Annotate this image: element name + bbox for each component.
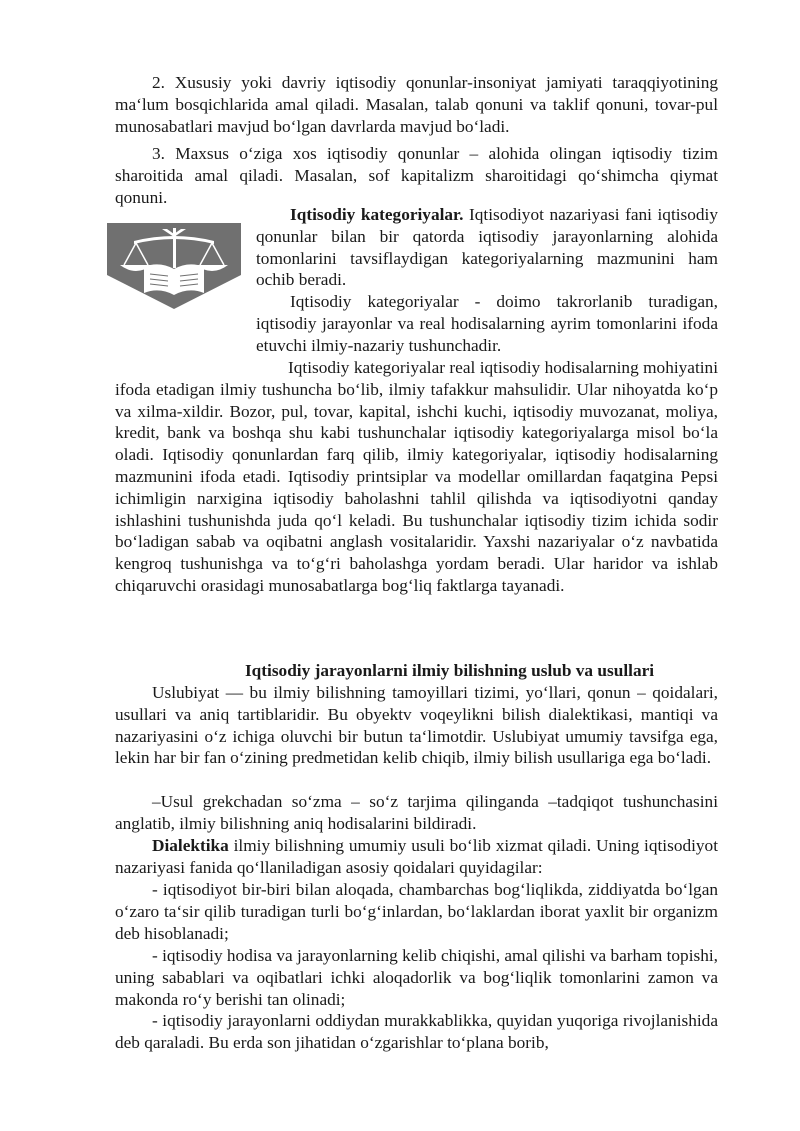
paragraph-categories-detail: Iqtisodiy kategoriyalar real iqtisodiy hodisalarning mohiyatini ifoda etadigan ilmiy tushuncha bo‘lib, ilmiy tafakkur mahsulidir. Ular nihoyatda ko‘p va xilma-xildir. Bozor, pul, tovar, kapital, ishchi kuchi, iqtisodiy muvozanat, moliya, kredit, bank va boshqa shu kabi tushunchalar iqtisodiy kategoriyalarga misol bo‘la oladi. Iqtisodiy qonunlardan farq qilib, ilmiy kategoriyalar, iqtisodiy hodisalarning mazmunini ifoda etadi. Iqtisodiy printsiplar va modellar omillardan faqatgina Pepsi ichimligin narxigina iqtisodiy baholashni tahlil qilishda va iqtisodiyotni qanday ishlashini tushunishda juda qo‘l keladi. Bu tushunchalar iqtisodiy tizim ichida sodir bo‘ladigan sabab va oqibatni anglash vositalaridir. Yaxshi nazariyalar o‘z navbatida kengroq tushunishga va to‘g‘ri baholashga yordam beradi. Ular haridor va ishlab chiqaruvchi orasidagi munosabatlarga bog‘liq faktlarga tayanadi. [115,358,718,595]
paragraph-economic-categories-intro [256,204,718,291]
list-item-economy-organism: - iqtisodiyot bir-biri bilan aloqada, chambarchas bog‘liqlikda, ziddiyatda bo‘lgan o‘zaro ta‘sir qilib turadigan turli bo‘g‘inlardan, bo‘laklardan iborat yaxlit bir organizm deb hisoblanadi; [115,880,718,943]
scales-and-book-shield-icon [104,219,244,310]
list-item-development: - iqtisodiy jarayonlarni oddiydan murakkablikka, quyidan yuqoriga rivojlanishida deb qaraladi. Bu erda son jihatidan o‘zgarishlar to‘plana borib, [115,1011,718,1052]
paragraph-methodology: Uslubiyat — bu ilmiy bilishning tamoyillari tizimi, yo‘llari, qonun – qoidalari, usullari va aniq tartiblaridir. Bu obyektv voqeylikni bilish dialektikasi, mantiqi va nazariyasini o‘z ichiga oluvchi bir butun ta‘limotdir. Uslubiyat umumiy tavsifga ega, lekin har bir fan o‘zining predmetidan kelib chiqib, ilmiy bilish usullariga ega bo‘ladi. [115,683,718,768]
dialectics-text: ilmiy bilishning umumiy usuli bo‘lib xizmat qiladi. Uning iqtisodiyot nazariyasi fanida qo‘llaniladigan asosiy qoidalari quyidagilar: [115,836,718,877]
term-dialectics: Dialektika [152,836,229,855]
paragraph-special-laws: 3. Maxsus o‘ziga xos iqtisodiy qonunlar – alohida olingan iqtisodiy tizim sharoitida amal qiladi. Masalan, sof kapitalizm sharoitidagi qo‘shimcha qiymat qonuni. [115,144,718,207]
paragraph-method-definition: –Usul grekchadan so‘zma – so‘z tarjima qilinganda –tadqiqot tushunchasini anglatib, ilmiy bilishning aniq hodisalarini bildiradi. [115,792,718,833]
paragraph-private-laws: 2. Xususiy yoki davriy iqtisodiy qonunlar-insoniyat jamiyati taraqqiyotining ma‘lum bosqichlarida amal qiladi. Masalan, talab qonuni va taklif qonuni, tovar-pul munosabatlari mavjud bo‘lgan davrlarda mavjud bo‘ladi. [115,73,718,136]
list-item-causes-effects: - iqtisodiy hodisa va jarayonlarning kelib chiqishi, amal qilishi va barham topishi, uning sabablari va oqibatlari ichki aloqadorlik va bog‘liqlik tomonlarini zamon va makonda ro‘y berishi tan olinadi; [115,946,718,1009]
paragraph-categories-definition: Iqtisodiy kategoriyalar - doimo takrorlanib turadigan, iqtisodiy jarayonlar va real hodisalarning ayrim tomonlarini ifoda etuvchi ilmiy-nazariy tushunchadir. [256,292,718,355]
section-title-economic-categories: Iqtisodiy kategoriyalar. [290,205,464,224]
paragraph-dialectics [115,835,718,879]
section-heading-methods: Iqtisodiy jarayonlarni ilmiy bilishning uslub va usullari [244,661,655,680]
intro-text: Iqtisodiyot nazariyasi fani iqtisodiy qonunlar bilan bir qatorda iqtisodiy jarayonlarning alohida tomonlarini tavsiflaydigan kategoriyalarning mazmunini ham ochib beradi. [256,205,718,290]
